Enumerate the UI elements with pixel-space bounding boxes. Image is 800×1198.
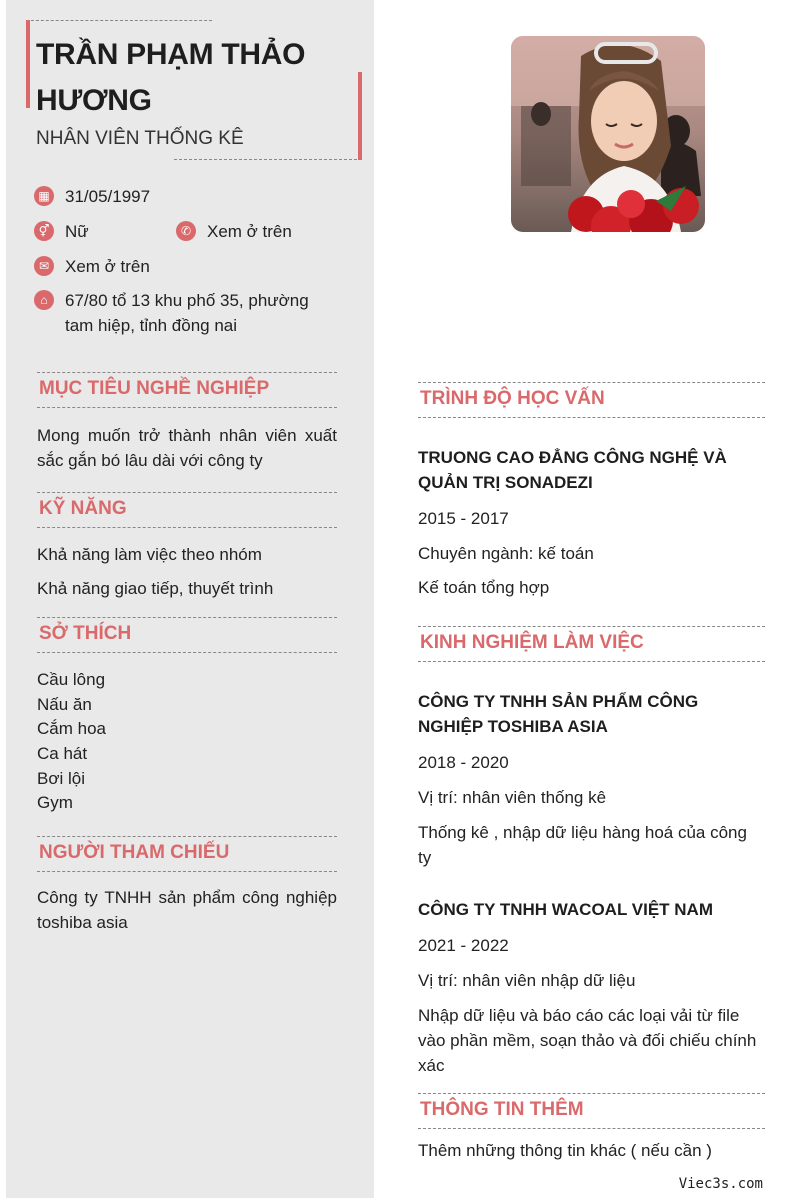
job-description: Thống kê , nhập dữ liệu hàng hoá của công ty — [418, 823, 747, 867]
name-top-divider — [26, 20, 212, 21]
address-line-2: tam hiệp, tỉnh đồng nai — [65, 316, 238, 335]
phone-value: Xem ở trên — [207, 222, 292, 241]
name-accent-bar-left — [26, 20, 30, 108]
hobby-item: Bơi lội — [37, 769, 85, 788]
education-detail: Kế toán tổng hợp — [418, 578, 550, 597]
education-heading: TRÌNH ĐỘ HỌC VẤN — [418, 382, 765, 418]
education-major: Chuyên ngành: kế toán — [418, 544, 594, 563]
objective-text: Mong muốn trở thành nhân viên xuất sắc gắn bó lâu dài với công ty — [37, 426, 337, 470]
job-description: Nhập dữ liệu và báo cáo các loại vải từ file vào phần mềm, soạn thảo và đối chiếu chính xác — [418, 1006, 757, 1075]
phone-icon: ✆ — [176, 221, 196, 241]
hobbies-heading: SỞ THÍCH — [37, 617, 337, 653]
name-accent-bar-right — [358, 72, 362, 160]
skill-item: Khả năng giao tiếp, thuyết trình — [37, 579, 274, 598]
objective-heading: MỤC TIÊU NGHỀ NGHIỆP — [37, 372, 337, 408]
gender-value: Nữ — [65, 222, 89, 241]
name-block — [26, 20, 362, 160]
job-company: CÔNG TY TNHH SẢN PHẨM CÔNG NGHIỆP TOSHIBA ASIA — [418, 692, 699, 736]
email-value: Xem ở trên — [65, 257, 150, 276]
home-icon: ⌂ — [34, 290, 54, 310]
job-title: NHÂN VIÊN THỐNG KÊ — [36, 128, 244, 149]
calendar-icon: ▦ — [34, 186, 54, 206]
experience-heading: KINH NGHIỆM LÀM VIỆC — [418, 626, 765, 662]
extra-info-text: Thêm những thông tin khác ( nếu cần ) — [418, 1141, 712, 1160]
job-company: CÔNG TY TNHH WACOAL VIỆT NAM — [418, 900, 713, 919]
candidate-name: TRẦN PHẠM THẢO HƯƠNG — [36, 38, 306, 117]
job-period: 2018 - 2020 — [418, 753, 509, 772]
education-school: TRUONG CAO ĐẲNG CÔNG NGHỆ VÀ QUẢN TRỊ SONADEZI — [418, 448, 727, 492]
hobby-item: Cầu lông — [37, 670, 106, 689]
footer-brand: Viec3s.com — [678, 1176, 763, 1192]
hobby-item: Nấu ăn — [37, 695, 92, 714]
name-bottom-divider — [174, 159, 362, 160]
job-position: Vị trí: nhân viên thống kê — [418, 788, 607, 807]
extra-info-heading: THÔNG TIN THÊM — [418, 1093, 765, 1129]
hobby-item: Cắm hoa — [37, 719, 106, 738]
hobby-item: Ca hát — [37, 744, 88, 763]
references-heading: NGƯỜI THAM CHIẾU — [37, 836, 337, 872]
birthdate-value: 31/05/1997 — [65, 187, 151, 206]
skills-heading: KỸ NĂNG — [37, 492, 337, 528]
address-line-1: 67/80 tổ 13 khu phố 35, phường — [65, 291, 309, 310]
hobby-item: Gym — [37, 793, 73, 812]
skill-item: Khả năng làm việc theo nhóm — [37, 545, 262, 564]
mail-icon: ✉ — [34, 256, 54, 276]
gender-icon: ⚥ — [34, 221, 54, 241]
job-period: 2021 - 2022 — [418, 936, 509, 955]
references-text: Công ty TNHH sản phẩm công nghiệp toshiba asia — [37, 888, 337, 932]
job-position: Vị trí: nhân viên nhập dữ liệu — [418, 971, 636, 990]
education-period: 2015 - 2017 — [418, 509, 509, 528]
profile-photo — [511, 36, 705, 232]
